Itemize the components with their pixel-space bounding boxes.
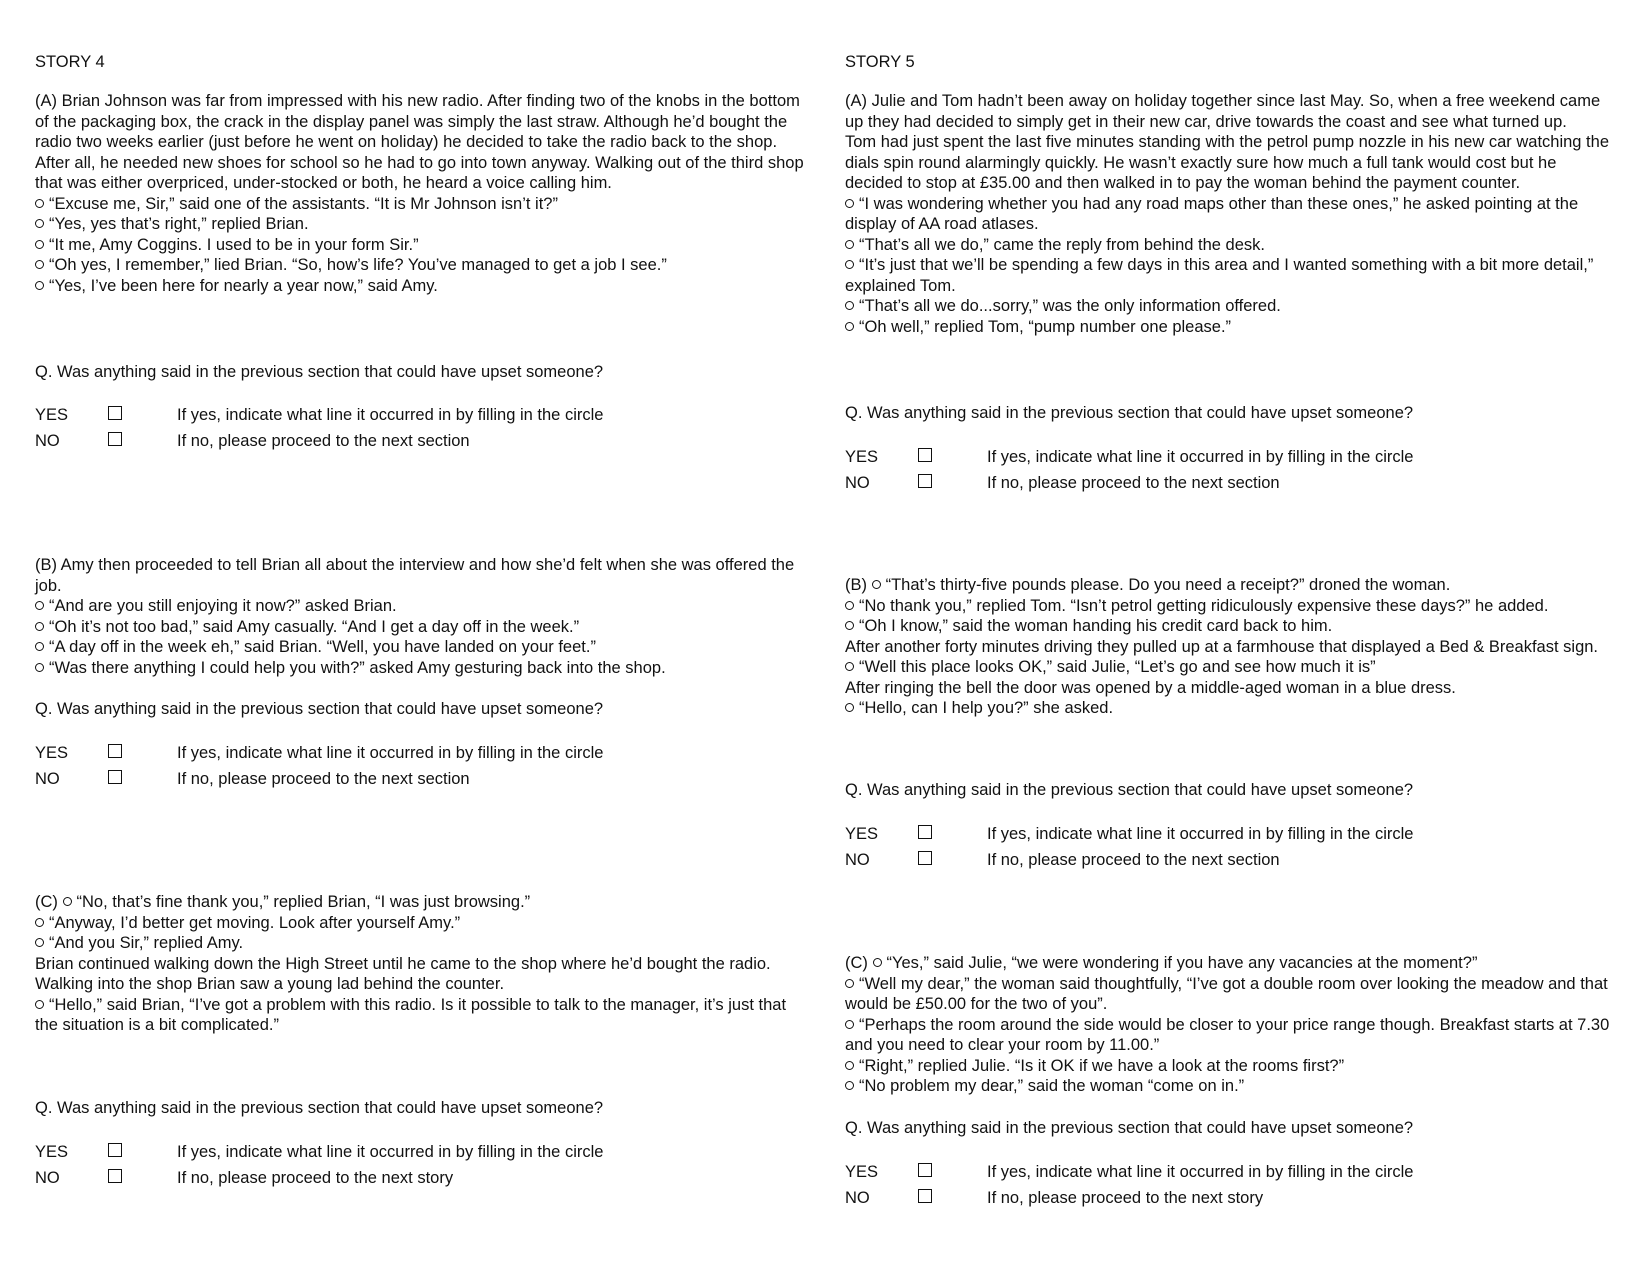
no-instruction: If no, please proceed to the next section xyxy=(987,851,1280,869)
dialogue-line: “Well this place looks OK,” said Julie, “Let’s go and see how much it is” xyxy=(845,657,1615,678)
dialogue-line: “Yes, yes that’s right,” replied Brian. xyxy=(35,214,805,235)
yes-option xyxy=(35,1142,805,1168)
answer-circle[interactable] xyxy=(35,219,44,228)
narrative-line: Walking into the shop Brian saw a young lad behind the counter. xyxy=(35,975,505,993)
dialogue-line: “And you Sir,” replied Amy. xyxy=(35,933,805,954)
answer-circle[interactable] xyxy=(845,979,854,988)
dialogue-line: (C) “Yes,” said Julie, “we were wondering if you have any vacancies at the moment?” xyxy=(845,954,1478,972)
answer-circle[interactable] xyxy=(845,301,854,310)
story-4-section-a-text xyxy=(35,91,805,296)
dialogue-line: “Anyway, I’d better get moving. Look after yourself Amy.” xyxy=(35,913,805,934)
no-instruction: If no, please proceed to the next section xyxy=(177,432,470,450)
yes-checkbox[interactable] xyxy=(918,825,932,839)
yes-instruction: If yes, indicate what line it occurred in by filling in the circle xyxy=(987,448,1414,466)
question-text: Q. Was anything said in the previous section that could have upset someone? xyxy=(845,1119,1414,1137)
yes-option xyxy=(845,1162,1615,1188)
dialogue-line: “That’s all we do,” came the reply from behind the desk. xyxy=(845,235,1615,256)
answer-options xyxy=(845,1162,1615,1214)
answer-circle[interactable] xyxy=(35,622,44,631)
dialogue-line: “Oh it’s not too bad,” said Amy casually. “And I get a day off in the week.” xyxy=(35,617,805,638)
answer-circle[interactable] xyxy=(35,281,44,290)
answer-circle[interactable] xyxy=(35,663,44,672)
answer-circle[interactable] xyxy=(35,938,44,947)
no-checkbox[interactable] xyxy=(918,1189,932,1203)
story-5-section-b-text xyxy=(845,575,1615,719)
answer-circle[interactable] xyxy=(845,240,854,249)
yes-label: YES xyxy=(35,1143,69,1161)
dialogue-line: “Right,” replied Julie. “Is it OK if we have a look at the rooms first?” xyxy=(845,1056,1615,1077)
answer-circle[interactable] xyxy=(845,703,854,712)
no-label: NO xyxy=(845,474,870,492)
yes-label: YES xyxy=(35,406,69,424)
narrative-line: (B) Amy then proceeded to tell Brian all about the interview and how she’d felt when she was offered the job. xyxy=(35,556,795,595)
yes-checkbox[interactable] xyxy=(108,1143,122,1157)
dialogue-line: “Perhaps the room around the side would be closer to your price range though. Breakfast starts at 7.30 and you need to clear your room by 11.00.” xyxy=(845,1015,1610,1054)
dialogue-line: “It’s just that we’ll be spending a few days in this area and I wanted something with a bit more detail,” explained Tom. xyxy=(845,256,1594,295)
yes-instruction: If yes, indicate what line it occurred in by filling in the circle xyxy=(987,825,1414,843)
no-label: NO xyxy=(35,1169,60,1187)
no-option xyxy=(845,1188,1615,1214)
yes-label: YES xyxy=(845,1163,879,1181)
answer-circle[interactable] xyxy=(873,958,882,967)
dialogue-line: “Oh well,” replied Tom, “pump number one please.” xyxy=(845,317,1615,338)
no-checkbox[interactable] xyxy=(918,851,932,865)
no-checkbox[interactable] xyxy=(108,770,122,784)
answer-options xyxy=(845,824,1615,876)
question-text: Q. Was anything said in the previous section that could have upset someone? xyxy=(845,404,1414,422)
dialogue-line: “It me, Amy Coggins. I used to be in your form Sir.” xyxy=(35,235,805,256)
answer-circle[interactable] xyxy=(845,1020,854,1029)
dialogue-line: “No thank you,” replied Tom. “Isn’t petrol getting ridiculously expensive these days?” he added. xyxy=(845,596,1615,617)
story-title: STORY 5 xyxy=(845,53,915,71)
answer-circle[interactable] xyxy=(63,897,72,906)
answer-circle[interactable] xyxy=(845,322,854,331)
answer-circle[interactable] xyxy=(845,1061,854,1070)
yes-checkbox[interactable] xyxy=(108,744,122,758)
answer-circle[interactable] xyxy=(35,642,44,651)
yes-label: YES xyxy=(845,448,879,466)
yes-instruction: If yes, indicate what line it occurred in by filling in the circle xyxy=(987,1163,1414,1181)
question-text: Q. Was anything said in the previous section that could have upset someone? xyxy=(35,700,604,718)
answer-options xyxy=(35,405,805,457)
no-instruction: If no, please proceed to the next section xyxy=(177,770,470,788)
yes-option xyxy=(845,447,1615,473)
dialogue-line: “Excuse me, Sir,” said one of the assistants. “It is Mr Johnson isn’t it?” xyxy=(35,194,805,215)
narrative-line: After ringing the bell the door was opened by a middle-aged woman in a blue dress. xyxy=(845,678,1456,697)
dialogue-line: “I was wondering whether you had any road maps other than these ones,” he asked pointing at the display of AA road atlases. xyxy=(845,194,1579,233)
narrative-line: Brian continued walking down the High Street until he came to the shop where he’d bought the radio. xyxy=(35,954,771,973)
dialogue-line: “Hello,” said Brian, “I’ve got a problem with this radio. Is it possible to talk to the manager, it’s just that the situation is a bit complicated.” xyxy=(35,995,787,1034)
no-checkbox[interactable] xyxy=(918,474,932,488)
no-option xyxy=(35,769,805,795)
no-instruction: If no, please proceed to the next section xyxy=(987,474,1280,492)
answer-options xyxy=(35,743,805,795)
dialogue-line: “Oh I know,” said the woman handing his credit card back to him. xyxy=(845,616,1615,637)
yes-checkbox[interactable] xyxy=(918,1163,932,1177)
no-option xyxy=(845,850,1615,876)
story-4-section-c-text xyxy=(35,892,805,1036)
story-4-section-b-text xyxy=(35,555,805,678)
no-checkbox[interactable] xyxy=(108,1169,122,1183)
answer-circle[interactable] xyxy=(845,260,854,269)
question-text: Q. Was anything said in the previous section that could have upset someone? xyxy=(35,363,604,381)
answer-circle[interactable] xyxy=(845,601,854,610)
answer-circle[interactable] xyxy=(35,918,44,927)
narrative-line: (A) Julie and Tom hadn’t been away on holiday together since last May. So, when a free weekend came up they had decided to simply get in their new car, drive towards the coast and see what turned up. xyxy=(845,92,1601,131)
answer-circle[interactable] xyxy=(35,601,44,610)
yes-option xyxy=(35,405,805,431)
answer-circle[interactable] xyxy=(872,580,881,589)
dialogue-line: “Hello, can I help you?” she asked. xyxy=(845,698,1615,719)
dialogue-line: (B) “That’s thirty-five pounds please. Do you need a receipt?” droned the woman. xyxy=(845,576,1451,594)
dialogue-line: “Well my dear,” the woman said thoughtfully, “I’ve got a double room over looking the meadow and that would be £50.00 for the two of you”. xyxy=(845,974,1608,1013)
no-instruction: If no, please proceed to the next story xyxy=(177,1169,454,1187)
yes-label: YES xyxy=(35,744,69,762)
answer-circle[interactable] xyxy=(35,240,44,249)
answer-circle[interactable] xyxy=(35,1000,44,1009)
yes-option xyxy=(845,824,1615,850)
no-label: NO xyxy=(845,1189,870,1207)
dialogue-line: “Was there anything I could help you with?” asked Amy gesturing back into the shop. xyxy=(35,658,805,679)
story-5-section-a-text xyxy=(845,91,1615,337)
narrative-line: After another forty minutes driving they pulled up at a farmhouse that displayed a Bed & Breakfast sign. xyxy=(845,637,1599,656)
yes-option xyxy=(35,743,805,769)
yes-checkbox[interactable] xyxy=(108,406,122,420)
dialogue-line: “Yes, I’ve been here for nearly a year now,” said Amy. xyxy=(35,276,805,297)
yes-checkbox[interactable] xyxy=(918,448,932,462)
dialogue-line: “Oh yes, I remember,” lied Brian. “So, how’s life? You’ve managed to get a job I see.” xyxy=(35,255,805,276)
question-text: Q. Was anything said in the previous section that could have upset someone? xyxy=(845,781,1414,799)
no-label: NO xyxy=(35,432,60,450)
answer-circle[interactable] xyxy=(845,1081,854,1090)
answer-circle[interactable] xyxy=(845,621,854,630)
answer-circle[interactable] xyxy=(845,662,854,671)
answer-circle[interactable] xyxy=(845,199,854,208)
no-instruction: If no, please proceed to the next story xyxy=(987,1189,1264,1207)
yes-label: YES xyxy=(845,825,879,843)
dialogue-line: “That’s all we do...sorry,” was the only information offered. xyxy=(845,296,1615,317)
story-title: STORY 4 xyxy=(35,53,105,71)
story-5-section-c-text xyxy=(845,953,1615,1097)
yes-instruction: If yes, indicate what line it occurred in by filling in the circle xyxy=(177,744,604,762)
answer-circle[interactable] xyxy=(35,199,44,208)
no-option xyxy=(845,473,1615,499)
yes-instruction: If yes, indicate what line it occurred in by filling in the circle xyxy=(177,406,604,424)
dialogue-line: “And are you still enjoying it now?” asked Brian. xyxy=(35,596,805,617)
answer-options xyxy=(35,1142,805,1194)
no-label: NO xyxy=(845,851,870,869)
narrative-line: (A) Brian Johnson was far from impressed with his new radio. After finding two of the knobs in the bottom of the packaging box, the crack in the display panel was simply the last straw. Although he’d bought the radio two weeks earlier (just before he went on holiday) he decided to take the radio back to the shop. After all, he needed new shoes for school so he had to go into town anyway. Walking out of the third shop that was either overpriced, under-stocked or both, he heard a voice calling him. xyxy=(35,92,804,192)
dialogue-line: (C) “No, that’s fine thank you,” replied Brian, “I was just browsing.” xyxy=(35,893,531,911)
no-option xyxy=(35,431,805,457)
no-label: NO xyxy=(35,770,60,788)
dialogue-line: “No problem my dear,” said the woman “come on in.” xyxy=(845,1076,1615,1097)
yes-instruction: If yes, indicate what line it occurred in by filling in the circle xyxy=(177,1143,604,1161)
narrative-line: Tom had just spent the last five minutes standing with the petrol pump nozzle in his new car watching the dials spin round alarmingly quickly. He wasn’t exactly sure how much a full tank would cost but he decided to stop at £35.00 and then walked in to pay the woman behind the payment counter. xyxy=(845,133,1609,192)
no-option xyxy=(35,1168,805,1194)
no-checkbox[interactable] xyxy=(108,432,122,446)
answer-circle[interactable] xyxy=(35,260,44,269)
dialogue-line: “A day off in the week eh,” said Brian. “Well, you have landed on your feet.” xyxy=(35,637,805,658)
question-text: Q. Was anything said in the previous section that could have upset someone? xyxy=(35,1099,604,1117)
answer-options xyxy=(845,447,1615,499)
